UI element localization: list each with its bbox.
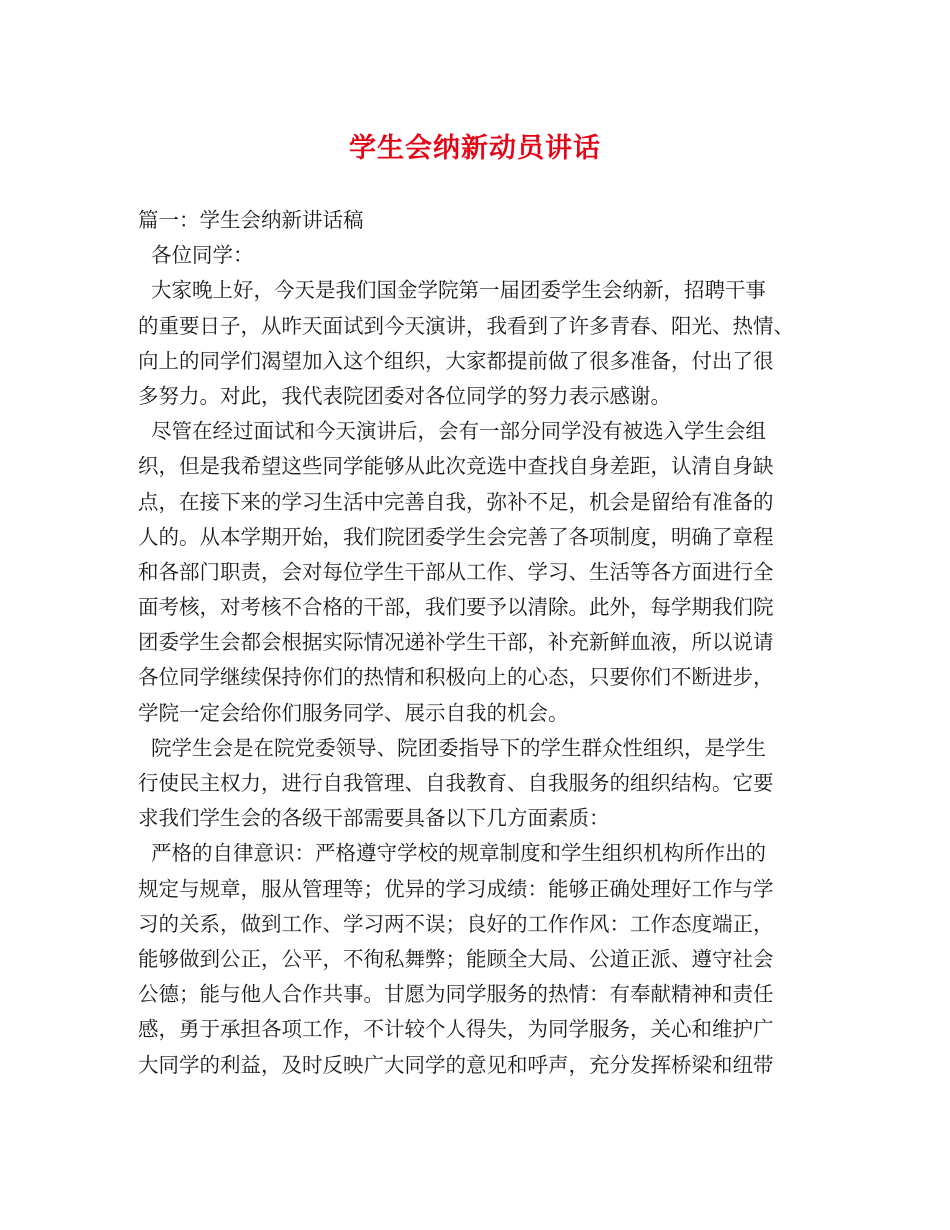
text-line: 向上的同学们渴望加入这个组织，大家都提前做了很多准备，付出了很 (138, 348, 774, 373)
text-line: 篇一：学生会纳新讲话稿 (138, 208, 364, 232)
text-line: 感，勇于承担各项工作，不计较个人得失，为同学服务，关心和维护广 (138, 1017, 774, 1042)
text-line: 学院一定会给你们服务同学、展示自我的机会。 (138, 700, 569, 725)
text-line: 的重要日子，从昨天面试到今天演讲，我看到了许多青春、阳光、热情、 (138, 313, 794, 338)
text-line: 行使民主权力，进行自我管理、自我教育、自我服务的组织结构。它要 (138, 771, 774, 795)
text-line: 大同学的利益，及时反映广大同学的意见和呼声，充分发挥桥梁和纽带 (138, 1052, 774, 1077)
text-line: 点，在接下来的学习生活中完善自我，弥补不足，机会是留给有准备的 (138, 489, 774, 514)
text-line: 和各部门职责，会对每位学生干部从工作、学习、生活等各方面进行全 (138, 559, 774, 584)
text-line: 面考核，对考核不合格的干部，我们要予以清除。此外，每学期我们院 (138, 595, 774, 620)
document-body (138, 203, 828, 1083)
text-line: 人的。从本学期开始，我们院团委学生会完善了各项制度，明确了章程 (138, 524, 774, 549)
text-line: 大家晚上好，今天是我们国金学院第一届团委学生会纳新，招聘干事 (138, 278, 767, 303)
document-title: 学生会纳新动员讲话 (349, 133, 601, 164)
text-line: 能够做到公正，公平，不徇私舞弊；能顾全大局、公道正派、遵守社会 (138, 946, 774, 971)
text-line: 各位同学继续保持你们的热情和积极向上的心态，只要你们不断进步， (138, 665, 774, 690)
text-line: 习的关系，做到工作、学习两不误；良好的工作作风：工作态度端正， (138, 911, 774, 936)
text-line: 公德；能与他人合作共事。甘愿为同学服务的热情：有奉献精神和责任 (138, 982, 774, 1007)
text-line: 尽管在经过面试和今天演讲后，会有一部分同学没有被选入学生会组 (138, 419, 767, 444)
text-line: 严格的自律意识：严格遵守学校的规章制度和学生组织机构所作出的 (138, 841, 767, 866)
text-line: 规定与规章，服从管理等；优异的学习成绩：能够正确处理好工作与学 (138, 876, 774, 901)
text-line: 院学生会是在院党委领导、院团委指导下的学生群众性组织，是学生 (138, 735, 767, 760)
text-line: 团委学生会都会根据实际情况递补学生干部，补充新鲜血液，所以说请 (138, 630, 774, 655)
text-line: 求我们学生会的各级干部需要具备以下几方面素质： (138, 806, 610, 831)
text-line: 织，但是我希望这些同学能够从此次竞选中查找自身差距，认清自身缺 (138, 454, 774, 479)
text-line: 多努力。对此，我代表院团委对各位同学的努力表示感谢。 (138, 383, 671, 408)
text-line: 各位同学： (138, 243, 254, 268)
